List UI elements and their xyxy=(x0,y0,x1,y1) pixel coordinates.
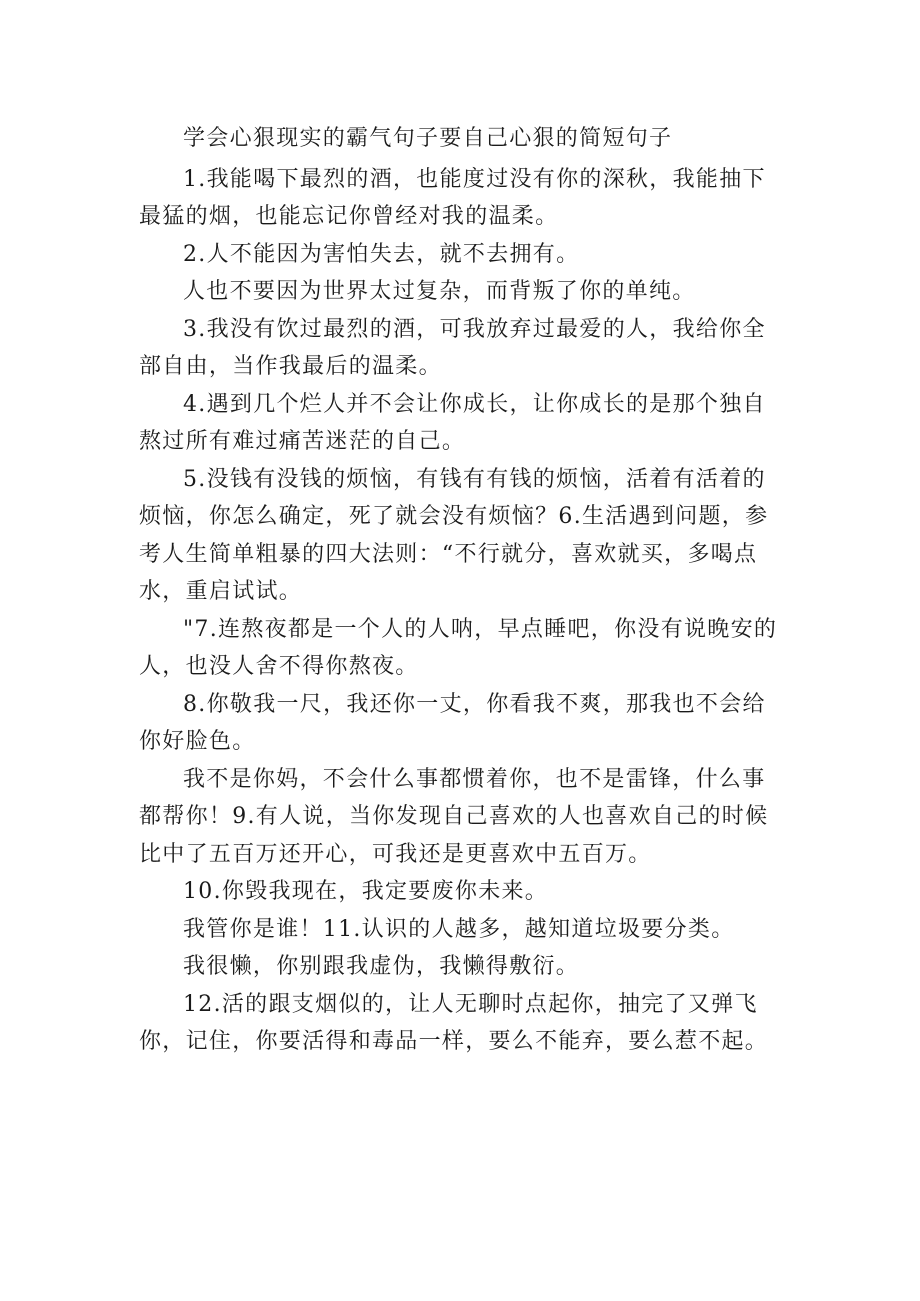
paragraph-13: 12.活的跟支烟似的，让人无聊时点起你，抽完了又弹飞你，记住，你要活得和毒品一样，要么不能弃，要么惹不起。 xyxy=(139,991,769,1054)
paragraph-1: 1.我能喝下最烈的酒，也能度过没有你的深秋，我能抽下最猛的烟，也能忘记你曾经对我的温柔。 xyxy=(139,166,766,229)
document-body xyxy=(139,120,781,1061)
paragraph-3: 人也不要因为世界太过复杂，而背叛了你的单纯。 xyxy=(183,279,696,304)
paragraph-7: "7.连熬夜都是一个人的人呐，早点睡吧，你没有说晚安的人，也没人舍不得你熬夜。 xyxy=(139,616,778,679)
document-title: 学会心狠现实的霸气句子要自己心狠的简短句子 xyxy=(183,126,673,151)
paragraph-4: 3.我没有饮过最烈的酒，可我放弃过最爱的人，我给你全部自由，当作我最后的温柔。 xyxy=(139,316,766,379)
paragraph-9: 我不是你妈，不会什么事都惯着你，也不是雷锋，什么事都帮你！9.有人说，当你发现自己喜欢的人也喜欢自己的时候比中了五百万还开心，可我还是更喜欢中五百万。 xyxy=(139,766,769,867)
paragraph-5: 4.遇到几个烂人并不会让你成长，让你成长的是那个独自熬过所有难过痛苦迷茫的自己。 xyxy=(139,391,766,454)
paragraph-8: 8.你敬我一尺，我还你一丈，你看我不爽，那我也不会给你好脸色。 xyxy=(139,691,766,754)
paragraph-2: 2.人不能因为害怕失去，就不去拥有。 xyxy=(183,241,580,267)
paragraph-6: 5.没钱有没钱的烦恼，有钱有有钱的烦恼，活着有活着的烦恼，你怎么确定，死了就会没有烦恼？6.生活遇到问题，参考人生简单粗暴的四大法则：“不行就分，喜欢就买，多喝点水，重启试试。 xyxy=(139,466,769,604)
paragraph-11: 我管你是谁！11.认识的人越多，越知道垃圾要分类。 xyxy=(183,916,735,942)
paragraph-12: 我很懒，你别跟我虚伪，我懒得敷衍。 xyxy=(183,954,580,979)
paragraph-10: 10.你毁我现在，我定要废你未来。 xyxy=(183,879,549,904)
